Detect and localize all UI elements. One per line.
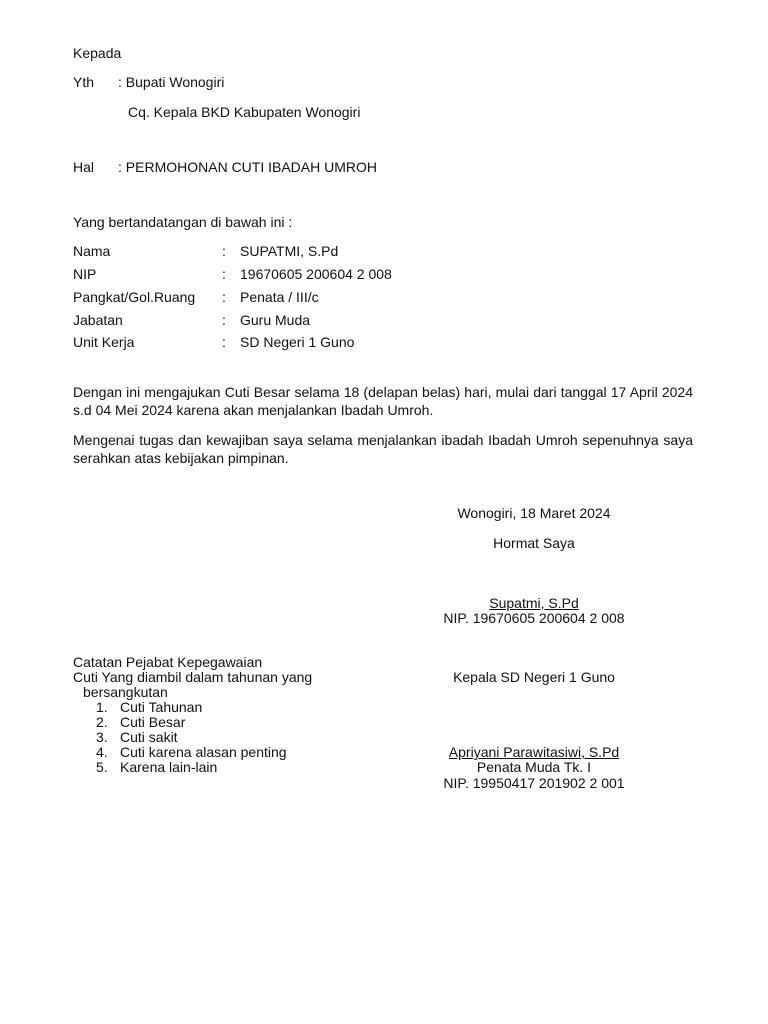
list-item-cuti-sakit: Cuti sakit xyxy=(120,729,178,745)
applicant-name xyxy=(380,596,688,610)
field-colon: : xyxy=(222,266,226,282)
field-value-unit-kerja: SD Negeri 1 Guno xyxy=(240,334,355,350)
list-item-cuti-alasan-penting: Cuti karena alasan penting xyxy=(120,744,287,760)
head-name-text: Apriyani Parawitasiwi, S.Pd xyxy=(448,744,620,760)
subject-value: : PERMOHONAN CUTI IBADAH UMROH xyxy=(118,159,378,175)
closing-salutation: Hormat Saya xyxy=(493,535,575,551)
head-rank: Penata Muda Tk. I xyxy=(476,759,592,775)
subject-label: Hal xyxy=(73,159,95,175)
body-paragraph-1: Dengan ini mengajukan Cuti Besar selama 18 (delapan belas) hari, mulai dari tanggal 17 April 2024 s.d 04 Mei 2024 karena akan menjalankan Ibadah Umroh. xyxy=(73,384,693,418)
recipient-heading: Kepada xyxy=(73,45,122,61)
field-colon: : xyxy=(222,243,226,259)
list-number: 1. xyxy=(96,699,108,715)
yth-label: Yth xyxy=(73,74,95,90)
notes-line-1: Cuti Yang diambil dalam tahunan yang xyxy=(73,669,313,685)
field-label-jabatan: Jabatan xyxy=(73,312,123,328)
head-nip: NIP. 19950417 201902 2 001 xyxy=(443,775,625,791)
list-number: 4. xyxy=(96,744,108,760)
notes-title: Catatan Pejabat Kepegawaian xyxy=(73,654,263,670)
list-number: 3. xyxy=(96,729,108,745)
field-value-nip: 19670605 200604 2 008 xyxy=(240,266,392,282)
notes-line-2: bersangkutan xyxy=(83,684,168,700)
field-value-jabatan: Guru Muda xyxy=(240,312,311,328)
list-item-cuti-besar: Cuti Besar xyxy=(120,714,186,730)
field-colon: : xyxy=(222,289,226,305)
head-title: Kepala SD Negeri 1 Guno xyxy=(453,669,615,685)
field-colon: : xyxy=(222,312,226,328)
head-name xyxy=(380,745,688,759)
intro-text: Yang bertandatangan di bawah ini : xyxy=(73,214,293,230)
field-label-nip: NIP xyxy=(73,266,97,282)
recipient-name: : Bupati Wonogiri xyxy=(118,74,225,90)
field-label-nama: Nama xyxy=(73,243,111,259)
list-item-lain-lain: Karena lain-lain xyxy=(120,759,218,775)
recipient-cq: Cq. Kepala BKD Kabupaten Wonogiri xyxy=(128,104,361,120)
field-label-pangkat: Pangkat/Gol.Ruang xyxy=(73,289,196,305)
applicant-nip: NIP. 19670605 200604 2 008 xyxy=(443,610,625,626)
field-label-unit-kerja: Unit Kerja xyxy=(73,334,135,350)
list-number: 2. xyxy=(96,714,108,730)
applicant-name-text: Supatmi, S.Pd xyxy=(489,595,579,611)
body-paragraph-2: Mengenai tugas dan kewajiban saya selama menjalankan ibadah Ibadah Umroh sepenuhnya saya serahkan atas kebijakan pimpinan. xyxy=(73,432,693,466)
list-item-cuti-tahunan: Cuti Tahunan xyxy=(120,699,203,715)
place-date: Wonogiri, 18 Maret 2024 xyxy=(457,505,611,521)
field-value-nama: SUPATMI, S.Pd xyxy=(240,243,339,259)
field-colon: : xyxy=(222,334,226,350)
field-value-pangkat: Penata / III/c xyxy=(240,289,319,305)
list-number: 5. xyxy=(96,759,108,775)
